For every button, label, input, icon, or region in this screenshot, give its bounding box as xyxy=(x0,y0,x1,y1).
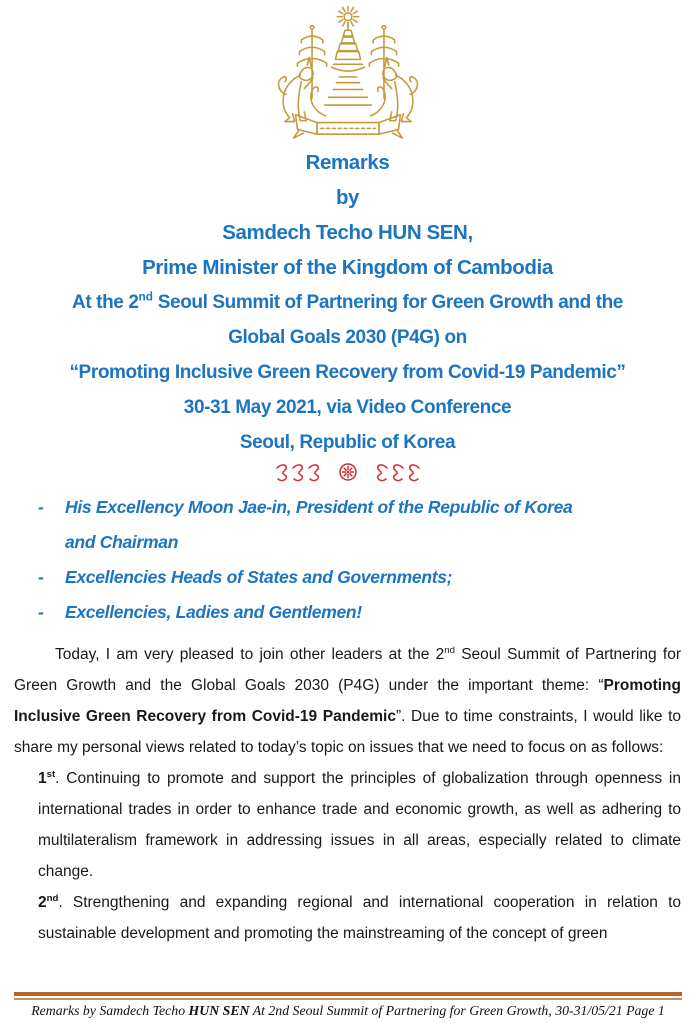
point-1-number xyxy=(38,770,55,787)
point-2-num: 2 xyxy=(38,894,47,911)
paragraph-point-1 xyxy=(38,763,681,887)
title-summit-post: Seoul Summit of Partnering for Green Growth and the xyxy=(152,292,623,313)
bullet-dash: - xyxy=(38,497,44,517)
footer-pre: Remarks by Samdech Techo xyxy=(31,1003,189,1018)
salutation-2-text: Excellencies Heads of States and Governments; xyxy=(65,567,453,587)
title-block xyxy=(0,145,695,460)
intro-pre: Today, I am very pleased to join other leaders at the 2 xyxy=(55,646,445,663)
title-speaker-role: Prime Minister of the Kingdom of Cambodia xyxy=(142,256,553,279)
title-summit-pre: At the 2 xyxy=(72,292,139,313)
list-item xyxy=(38,560,681,595)
salutation-text xyxy=(65,490,573,560)
royal-arms-of-cambodia-icon xyxy=(255,5,441,141)
intro-ordinal: nd xyxy=(444,644,455,656)
bullet-dash: - xyxy=(38,602,44,622)
salutation-3-text: Excellencies, Ladies and Gentlemen! xyxy=(65,602,362,622)
point-2-number xyxy=(38,894,58,911)
paragraph-point-2 xyxy=(38,887,681,949)
khmer-ornament-icon xyxy=(273,460,423,484)
point-2-ordinal: nd xyxy=(46,892,59,904)
footer-speaker-bold: HUN SEN xyxy=(188,1003,250,1018)
intro-theme-bold: Promoting Inclusive Green Recovery from Covid-19 Pandemic xyxy=(14,677,681,725)
divider-row xyxy=(0,460,695,484)
point-1-text: . Continuing to promote and support the principles of globalization through openness in international trades in order to enhance trade and economic growth, as well as adhering to multilateralism framework in addressing issues in all areas, especially related to climate change. xyxy=(38,770,681,880)
title-global-goals: Global Goals 2030 (P4G) on xyxy=(228,327,467,348)
list-item xyxy=(38,595,681,630)
page-footer xyxy=(14,992,682,1019)
salutation-list xyxy=(38,490,681,630)
salutation-1-line-2: and Chairman xyxy=(65,532,179,552)
title-theme: “Promoting Inclusive Green Recovery from Covid-19 Pandemic” xyxy=(69,362,626,383)
point-1-ordinal: st xyxy=(46,768,56,780)
salutation-1-line-1: His Excellency Moon Jae-in, President of the Republic of Korea xyxy=(65,497,573,517)
title-remarks: Remarks xyxy=(305,151,390,174)
body-copy xyxy=(14,639,681,949)
footer-text xyxy=(14,1003,682,1019)
title-by: by xyxy=(335,186,360,209)
title-speaker-name: Samdech Techo HUN SEN, xyxy=(222,221,473,244)
paragraph-intro xyxy=(14,639,681,763)
intro-mid: Seoul Summit of Partnering for Green Growth and the Global Goals 2030 (P4G) under the important theme: “ xyxy=(14,646,681,694)
title-location: Seoul, Republic of Korea xyxy=(239,432,456,453)
intro-post: ”. Due to time constraints, I would like to share my personal views related to today’s topic on issues that we need to focus on as follows: xyxy=(14,708,682,756)
footer-post: At 2nd Seoul Summit of Partnering for Green Growth, 30-31/05/21 Page 1 xyxy=(249,1003,665,1018)
point-2-text: . Strengthening and expanding regional and international cooperation in relation to sustainable development and promoting the mainstreaming of the concept of green xyxy=(38,894,681,942)
title-summit-ordinal: nd xyxy=(138,290,153,304)
title-date: 30-31 May 2021, via Video Conference xyxy=(183,397,512,418)
list-item xyxy=(38,490,681,560)
point-1-num: 1 xyxy=(38,770,47,787)
footer-divider xyxy=(14,992,682,1000)
bullet-dash: - xyxy=(38,567,44,587)
title-summit-line xyxy=(0,285,695,320)
